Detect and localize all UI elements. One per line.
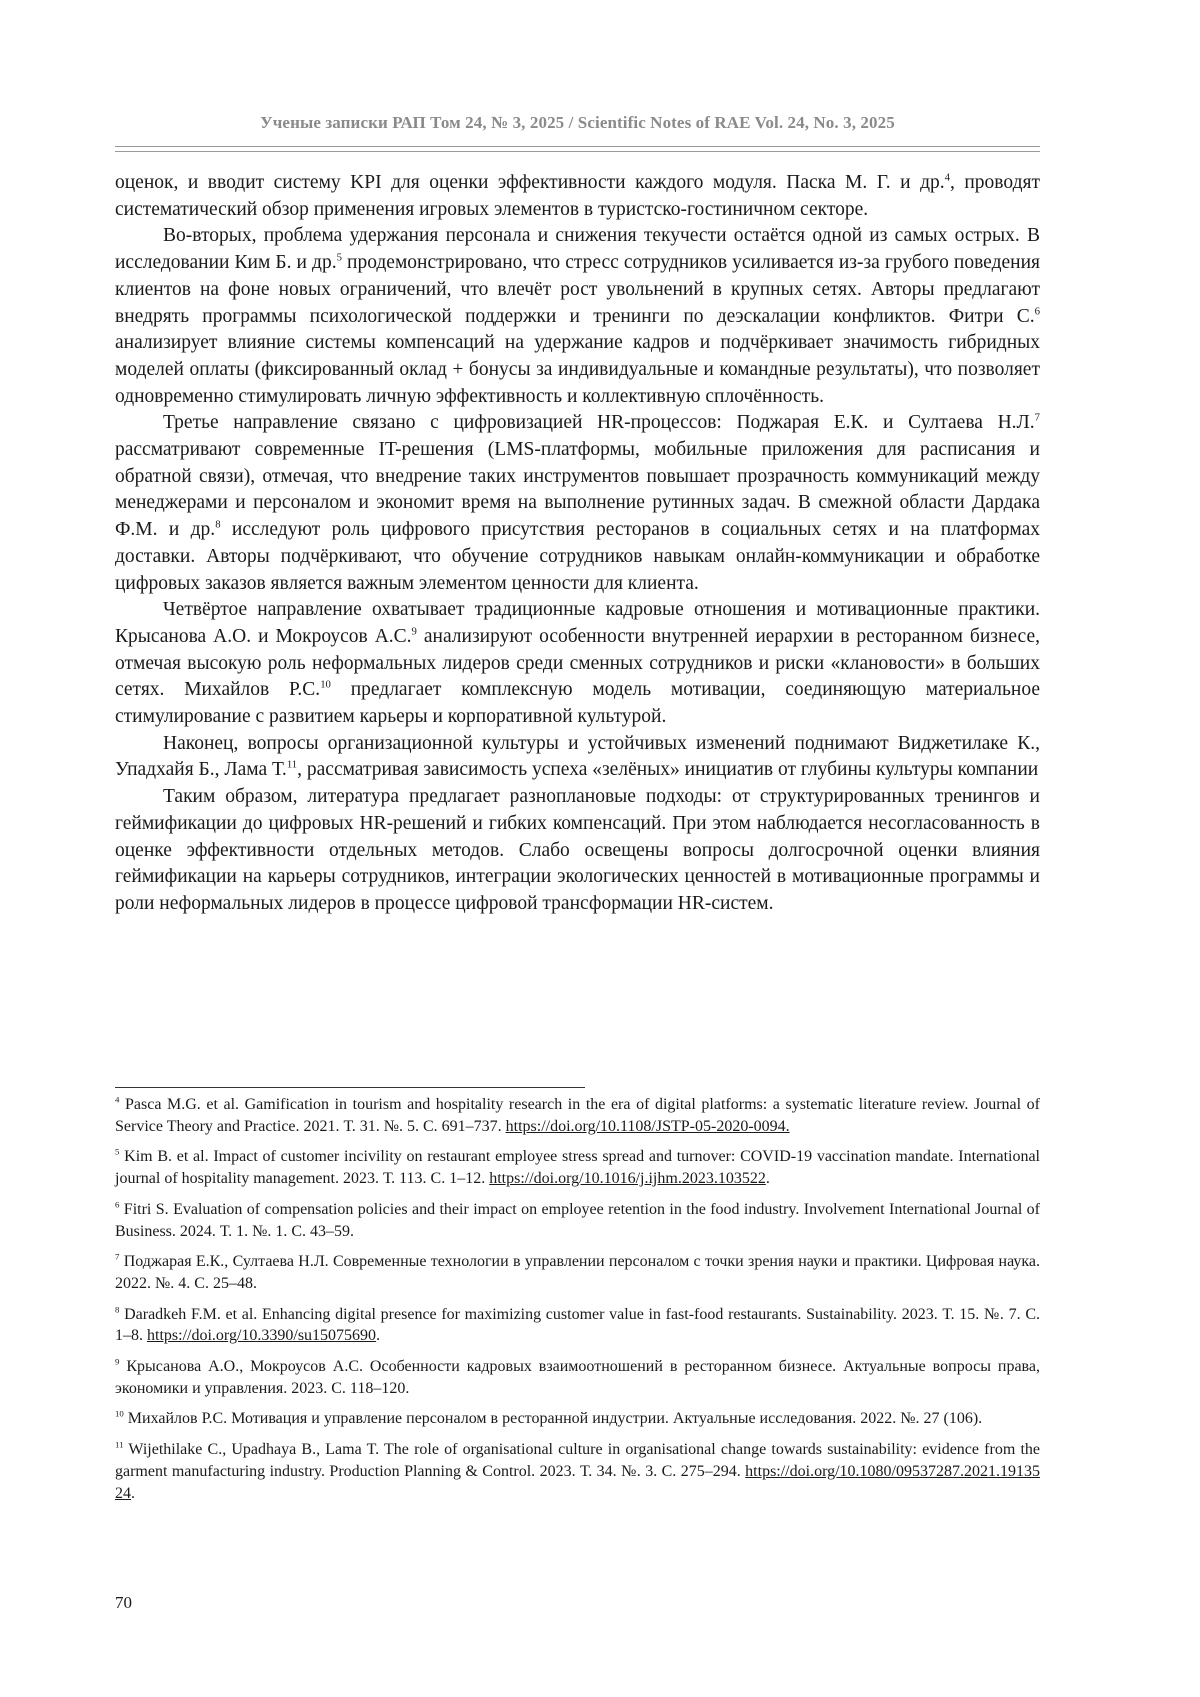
header-rule-secondary: [115, 151, 1040, 152]
footnote-ref[interactable]: 8: [215, 518, 221, 531]
footnote-9: $^9$ Крысанова А.О., Мокроусов А.С. Особенности кадровых взаимоотношений в ресторанном бизнесе. Актуальные вопросы права, экономики и управления. 2023. С. 118–120.: [115, 1356, 1040, 1397]
footnote-10: $^{10}$ Михайлов Р.С. Мотивация и управление персоналом в ресторанной индустрии. Актуальные исследования. 2022. №. 27 (106).: [115, 1409, 983, 1428]
footnote-ref[interactable]: 11: [286, 758, 298, 771]
footnote-ref[interactable]: 9: [411, 625, 417, 638]
footnotes: [115, 1094, 1040, 1513]
paragraph-retention: Во-вторых, проблема удержания персонала и снижения текучести остаётся одной из самых острых. В исследовании Ким Б. и др.$^5$ продемонстрировано, что стресс сотрудников усиливается из-за грубого поведения клиентов на фоне новых ограничений, что влечёт рост увольнений в крупных сетях. Авторы предлагают внедрять программы психологической поддержки и тренинги по деэскалации конфликтов. Фитри С.$^6$ анализирует влияние системы компенсаций на удержание кадров и подчёркивает значимость гибридных моделей оплаты (фиксированный оклад + бонусы за индивидуальные и командные результаты), что позволяет одновременно стимулировать личную эффективность и коллективную сплочённость.: [115, 225, 1040, 407]
footnote-ref[interactable]: 7: [1034, 411, 1040, 424]
footnote-5: $^5$ Kim B. et al. Impact of customer incivility on restaurant employee stress spread and turnover: COVID-19 vaccination mandate. International journal of hospitality management. 2023. Т. 113. С. 1–12. https://doi.org/10.1016/j.ijhm.2023.103522.: [115, 1147, 1040, 1188]
header-rule: [115, 146, 1040, 147]
footnote-6: $^6$ Fitri S. Evaluation of compensation policies and their impact on employee retention in the food industry. Involvement International Journal of Business. 2024. Т. 1. №. 1. С. 43–59.: [115, 1199, 1040, 1240]
running-head: Ученые записки РАП Том 24, № 3, 2025 / Scientific Notes of RAE Vol. 24, No. 3, 2025: [260, 113, 895, 132]
footnote-11: $^{11}$ Wijethilake C., Upadhaya B., Lama T. The role of organisational culture in organisational change towards sustainability: evidence from the garment manufacturing industry. Production Planning & Control. 2023. Т. 34. №. 3. С. 275–294. https://doi.org/10.1080/09537287.2021.1913524.: [115, 1439, 1040, 1502]
page-number: 70: [115, 1593, 132, 1612]
footnote-7: $^7$ Поджарая Е.К., Султаева Н.Л. Современные технологии в управлении персоналом с точки зрения науки и практики. Цифровая наука. 2022. №. 4. С. 25–48.: [115, 1251, 1040, 1292]
footnote-ref[interactable]: 10: [320, 678, 331, 691]
footnote-8: $^8$ Daradkeh F.M. et al. Enhancing digital presence for maximizing customer value in fast-food restaurants. Sustainability. 2023. Т. 15. №. 7. С. 1–8. https://doi.org/10.3390/su15075690.: [115, 1304, 1040, 1345]
footnote-separator: [115, 1087, 585, 1088]
body-text: [115, 170, 1040, 918]
doi-link[interactable]: https://doi.org/10.1108/JSTP-05-2020-0094.: [505, 1117, 790, 1135]
doi-link[interactable]: https://doi.org/10.1016/j.ijhm.2023.103522: [489, 1170, 766, 1188]
footnote-ref[interactable]: 4: [944, 171, 950, 184]
paragraph-culture: Наконец, вопросы организационной культуры и устойчивых изменений поднимают Виджетилаке К., Упадхайя Б., Лама Т.$^{11}$, рассматривая зависимость успеха «зелёных» инициатив от глубины культуры компании: [115, 732, 1040, 781]
paragraph-digitalization: Третье направление связано с цифровизацией HR-процессов: Поджарая Е.К. и Султаева Н.Л.$^7$ рассматривают современные IT-решения (LMS-платформы, мобильные приложения для расписания и обратной связи), отмечая, что внедрение таких инструментов повышает прозрачность коммуникаций между менеджерами и персоналом и экономит время на выполнение рутинных задач. В смежной области Дардака Ф.М. и др.$^8$ исследуют роль цифрового присутствия ресторанов в социальных сетях и на платформах доставки. Авторы подчёркивают, что обучение сотрудников навыкам онлайн-коммуникации и обработке цифровых заказов является важным элементом ценности для клиента.: [115, 411, 1040, 594]
doi-link[interactable]: https://doi.org/10.3390/su15075690: [147, 1327, 377, 1345]
doi-link[interactable]: https://doi.org/10.1080/09537287.2021.1913524: [115, 1462, 1040, 1502]
paragraph-continued: оценок, и вводит систему KPI для оценки эффективности каждого модуля. Паска М. Г. и др.$^4$, проводят систематический обзор применения игровых элементов в туристско-гостиничном секторе.: [115, 171, 1040, 220]
footnote-4: $^4$ Pasca M.G. et al. Gamification in tourism and hospitality research in the era of digital platforms: a systematic literature review. Journal of Service Theory and Practice. 2021. Т. 31. №. 5. С. 691–737. https://doi.org/10.1108/JSTP-05-2020-0094.: [115, 1094, 1040, 1135]
footnote-ref[interactable]: 5: [336, 251, 342, 264]
paragraph-conclusion: Таким образом, литература предлагает разноплановые подходы: от структурированных тренингов и геймификации до цифровых HR-решений и гибких компенсаций. При этом наблюдается несогласованность в оценке эффективности отдельных методов. Слабо освещены вопросы долгосрочной оценки влияния геймификации на карьеры сотрудников, интеграции экологических ценностей в мотивационные программы и роли неформальных лидеров в процессе цифровой трансформации HR-систем.: [115, 786, 1040, 914]
paragraph-motivation: Четвёртое направление охватывает традиционные кадровые отношения и мотивационные практики. Крысанова А.О. и Мокроусов А.С.$^9$ анализируют особенности внутренней иерархии в ресторанном бизнесе, отмечая высокую роль неформальных лидеров среди сменных сотрудников и риски «клановости» в больших сетях. Михайлов Р.С.$^{10}$ предлагает комплексную модель мотивации, соединяющую материальное стимулирование с развитием карьеры и корпоративной культурой.: [115, 599, 1040, 728]
footnote-ref[interactable]: 6: [1034, 305, 1040, 318]
